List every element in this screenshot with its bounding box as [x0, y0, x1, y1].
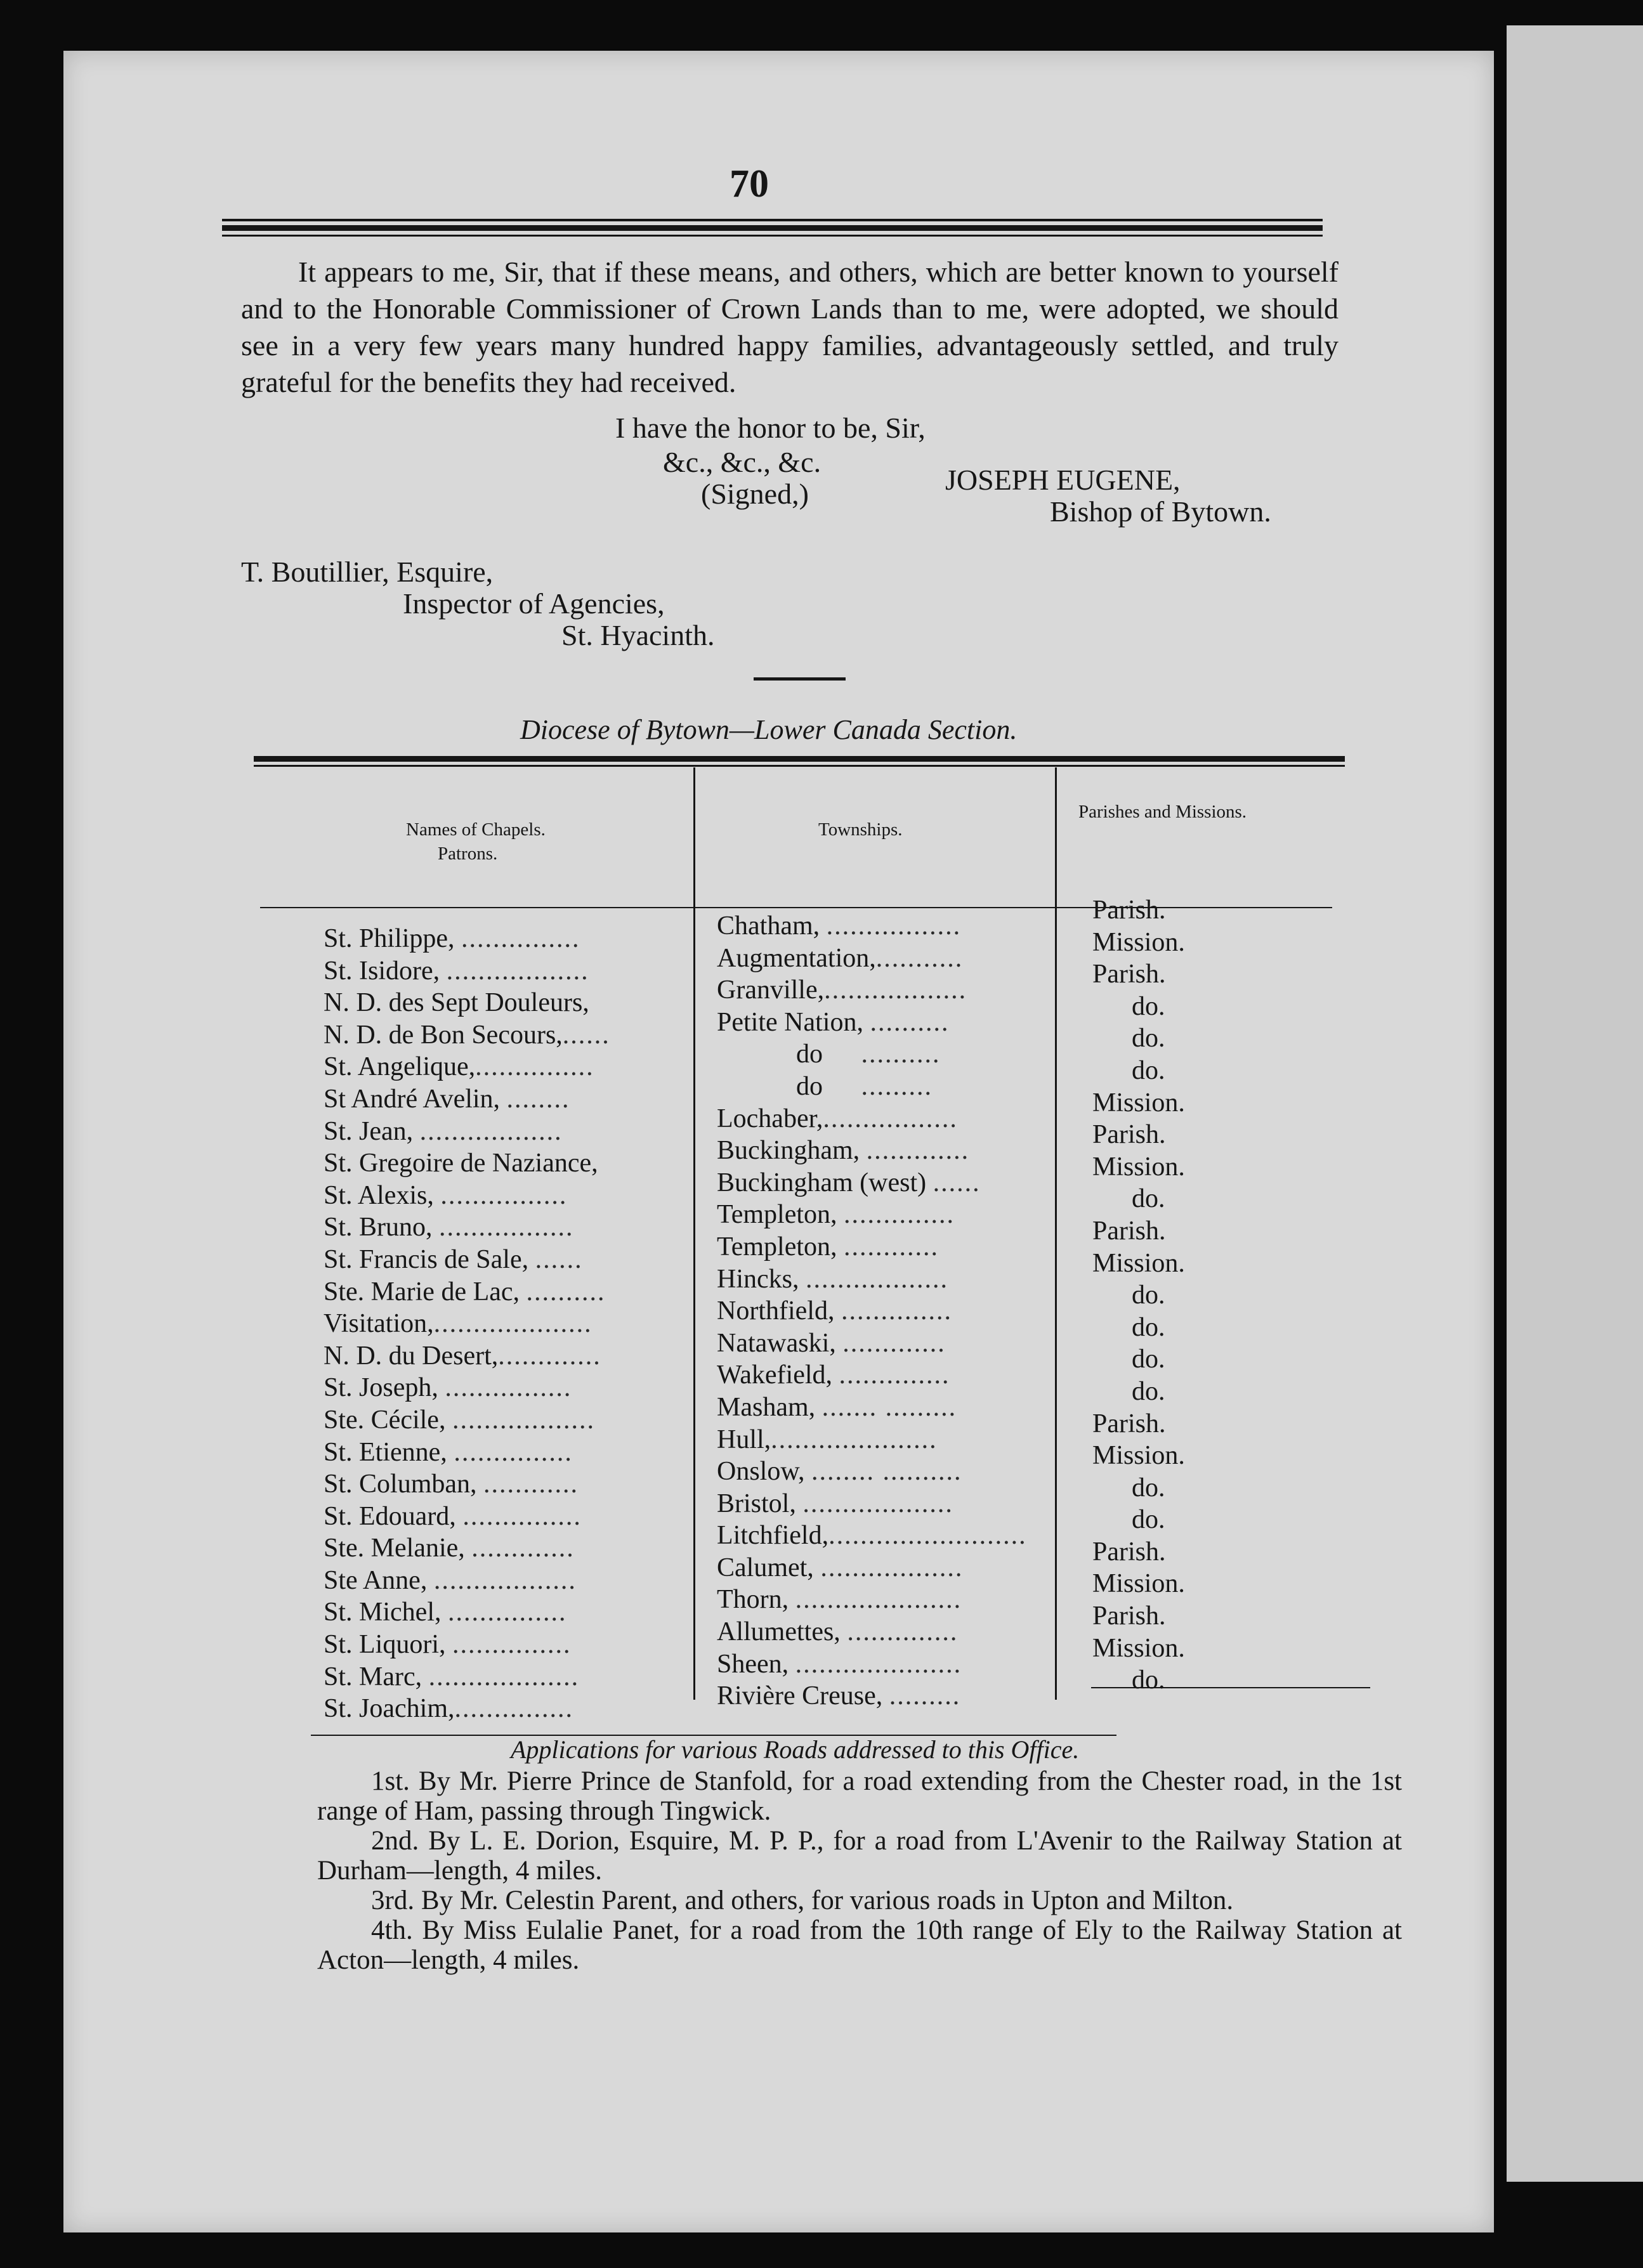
table-top-rule-thin: [254, 765, 1345, 767]
header-chapels: Names of Chapels.: [406, 819, 546, 840]
header-patrons: Patrons.: [438, 844, 498, 864]
chapel-row: St. Edouard, ...............: [324, 1501, 582, 1531]
township-row: Onslow, ........ ..........: [717, 1457, 962, 1487]
township-row: Buckingham, .............: [717, 1136, 970, 1166]
letter-signed: (Signed,): [701, 478, 809, 510]
parish-row: do.: [1132, 1473, 1165, 1502]
chapel-row: St. Alexis, ................: [324, 1180, 568, 1210]
parish-row: do.: [1132, 1376, 1165, 1406]
township-row: do ..........: [796, 1040, 941, 1069]
parish-row: do.: [1132, 1024, 1165, 1053]
township-row: Hull,.....................: [717, 1424, 938, 1454]
parish-row: Mission.: [1092, 1152, 1185, 1182]
chapel-row: Ste. Melanie, .............: [324, 1534, 575, 1563]
township-row: Masham, ....... .........: [717, 1392, 957, 1422]
chapel-row: St. Joseph, ................: [324, 1373, 572, 1403]
parish-row: Parish.: [1092, 896, 1166, 925]
chapel-row: N. D. de Bon Secours,......: [324, 1020, 610, 1050]
chapel-row: St. Francis de Sale, ......: [324, 1244, 583, 1274]
township-row: Templeton, ............: [717, 1232, 939, 1261]
township-row: Templeton, ..............: [717, 1200, 955, 1230]
application-item: 3rd. By Mr. Celestin Parent, and others, for various roads in Upton and Milton.: [371, 1886, 1234, 1915]
township-row: Wakefield, ..............: [717, 1360, 950, 1390]
header-rule-thin-2: [222, 235, 1323, 237]
addressee-place: St. Hyacinth.: [561, 619, 715, 651]
township-row: Rivière Creuse, .........: [717, 1681, 961, 1711]
parish-row: Mission.: [1092, 927, 1185, 957]
parish-row: Mission.: [1092, 1248, 1185, 1278]
township-row: Allumettes, ..............: [717, 1617, 959, 1647]
application-item: 1st. By Mr. Pierre Prince de Stanfold, for a road extending from the Chester road, in the 1st range of Ham, passing through Tingwick.: [317, 1766, 1402, 1826]
chapel-row: St. Gregoire de Naziance,: [324, 1149, 598, 1178]
parish-row: do.: [1132, 1505, 1165, 1535]
township-row: Litchfield,.........................: [717, 1521, 1027, 1551]
signer-title: Bishop of Bytown.: [1050, 495, 1271, 528]
chapel-row: St. Michel, ...............: [324, 1598, 567, 1627]
letter-closing: I have the honor to be, Sir,: [615, 412, 926, 444]
adjacent-page-edge: [1507, 25, 1643, 2182]
chapel-row: N. D. des Sept Douleurs,: [324, 988, 589, 1018]
chapel-row: St. Isidore, ..................: [324, 956, 589, 986]
parish-row: Parish.: [1092, 1216, 1166, 1246]
table-top-rule-thick: [254, 756, 1345, 762]
township-row: Buckingham (west) ......: [717, 1168, 981, 1197]
parish-row: Mission.: [1092, 1088, 1185, 1118]
township-row: Augmentation,...........: [717, 943, 964, 973]
parish-row: Mission.: [1092, 1441, 1185, 1471]
township-row: Granville,..................: [717, 975, 967, 1005]
chapel-row: St. Marc, ...................: [324, 1662, 580, 1691]
signer-name: JOSEPH EUGENE,: [945, 464, 1181, 496]
township-row: Northfield, ..............: [717, 1296, 952, 1326]
parish-row: Parish.: [1092, 1537, 1166, 1567]
parish-row: do.: [1132, 1184, 1165, 1214]
letter-etc: &c., &c., &c.: [663, 446, 822, 478]
township-row: Sheen, .....................: [717, 1649, 962, 1679]
chapel-row: St André Avelin, ........: [324, 1084, 570, 1114]
header-rule-thin: [222, 219, 1323, 221]
applications-list: [317, 1766, 1402, 1975]
chapel-row: St. Philippe, ...............: [324, 924, 580, 953]
parish-row: do.: [1132, 1312, 1165, 1342]
chapel-row: N. D. du Desert,.............: [324, 1341, 601, 1371]
chapel-row: St. Jean, ..................: [324, 1116, 563, 1146]
chapel-row: Visitation,....................: [324, 1309, 592, 1339]
township-row: Natawaski, .............: [717, 1328, 946, 1358]
applications-title: Applications for various Roads addressed to this Office.: [511, 1735, 1080, 1764]
page-number: 70: [730, 162, 769, 205]
chapel-row: Ste Anne, ..................: [324, 1565, 577, 1595]
table-title: Diocese of Bytown—Lower Canada Section.: [520, 714, 1018, 745]
parish-row: do.: [1132, 1665, 1165, 1695]
chapel-row: St. Liquori, ...............: [324, 1630, 572, 1660]
chapel-row: St. Columban, ............: [324, 1470, 579, 1499]
addressee-name: T. Boutillier, Esquire,: [241, 556, 494, 588]
township-row: Hincks, ..................: [717, 1264, 948, 1294]
township-row: Bristol, ...................: [717, 1489, 953, 1518]
chapel-row: Ste. Cécile, ..................: [324, 1405, 595, 1435]
township-row: do .........: [796, 1071, 933, 1101]
parish-row: Mission.: [1092, 1633, 1185, 1663]
township-row: Lochaber,.................: [717, 1104, 958, 1133]
township-row: Calumet, ..................: [717, 1553, 964, 1582]
parish-row: do.: [1132, 1281, 1165, 1310]
parish-row: do.: [1132, 1055, 1165, 1085]
application-item: 2nd. By L. E. Dorion, Esquire, M. P. P., for a road from L'Avenir to the Railway Station at Durham—length, 4 miles.: [317, 1826, 1402, 1886]
parish-row: Parish.: [1092, 1601, 1166, 1631]
chapel-row: St. Joachim,...............: [324, 1694, 573, 1724]
chapel-row: St. Etienne, ...............: [324, 1437, 573, 1467]
addressee-title: Inspector of Agencies,: [403, 587, 665, 620]
chapel-row: St. Angelique,...............: [324, 1052, 594, 1082]
parish-row: do.: [1132, 991, 1165, 1021]
township-row: Thorn, .....................: [717, 1585, 962, 1615]
townships-column: [717, 910, 1027, 1712]
parishes-column: [1092, 894, 1185, 1697]
parish-row: do.: [1132, 1345, 1165, 1374]
parish-row: Parish.: [1092, 960, 1166, 989]
township-row: Chatham, .................: [717, 911, 962, 941]
header-parishes: Parishes and Missions.: [1078, 802, 1247, 822]
township-row: Petite Nation, ..........: [717, 1007, 950, 1037]
parish-row: Parish.: [1092, 1120, 1166, 1150]
header-townships: Townships.: [818, 819, 903, 840]
chapel-row: Ste. Marie de Lac, ..........: [324, 1277, 606, 1307]
section-divider: [754, 677, 846, 681]
parish-row: Parish.: [1092, 1409, 1166, 1438]
parish-row: Mission.: [1092, 1569, 1185, 1599]
chapels-column: [324, 923, 610, 1725]
letter-body: It appears to me, Sir, that if these means, and others, which are better known to yourself and to the Honorable Commissioner of Crown Lands than to me, were adopted, we should see in a very few years many hundred happy families, advantageously settled, and truly grateful for the benefits they had received.: [241, 256, 1339, 398]
header-rule-thick: [222, 225, 1323, 231]
chapel-row: St. Bruno, .................: [324, 1213, 574, 1242]
application-item: 4th. By Miss Eulalie Panet, for a road from the 10th range of Ely to the Railway Station at Acton—length, 4 miles.: [317, 1915, 1402, 1975]
